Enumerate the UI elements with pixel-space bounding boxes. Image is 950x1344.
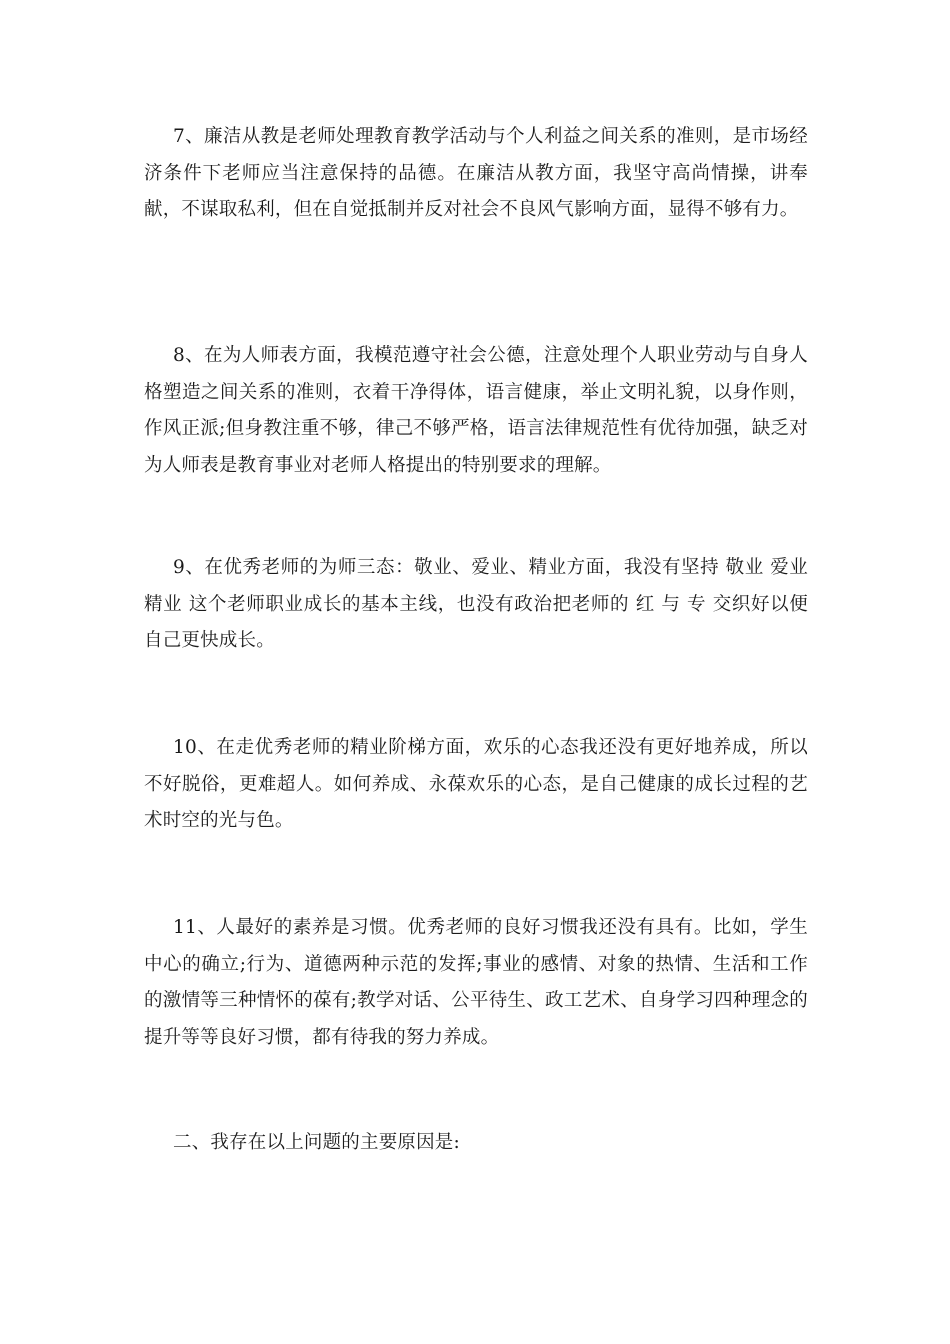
paragraph-8: 8、在为人师表方面，我模范遵守社会公德，注意处理个人职业劳动与自身人格塑造之间关系的准则，衣着干净得体，语言健康，举止文明礼貌，以身作则，作风正派;但身教注重不够，律己不够严格，语言法律规范性有优待加强，缺乏对为人师表是教育事业对老师人格提出的特别要求的理解。 <box>144 345 808 476</box>
paragraph-9: 9、在优秀老师的为师三态：敬业、爱业、精业方面，我没有坚持 敬业 爱业 精业 这个老师职业成长的基本主线，也没有政治把老师的 红 与 专 交织好以便自己更快成长。 <box>144 557 808 651</box>
paragraph-10: 10、在走优秀老师的精业阶梯方面，欢乐的心态我还没有更好地养成，所以不好脱俗，更难超人。如何养成、永葆欢乐的心态，是自己健康的成长过程的艺术时空的光与色。 <box>144 737 808 831</box>
paragraph-7: 7、廉洁从教是老师处理教育教学活动与个人利益之间关系的准则，是市场经济条件下老师应当注意保持的品德。在廉洁从教方面，我坚守高尚情操，讲奉献，不谋取私利，但在自觉抵制并反对社会不良风气影响方面，显得不够有力。 <box>144 126 808 220</box>
section-heading: 二、我存在以上问题的主要原因是: <box>173 1132 460 1153</box>
paragraph-11: 11、人最好的素养是习惯。优秀老师的良好习惯我还没有具有。比如，学生中心的确立;行为、道德两种示范的发挥;事业的感情、对象的热情、生活和工作的激情等三种情怀的葆有;教学对话、公平待生、政工艺术、自身学习四种理念的提升等等良好习惯，都有待我的努力养成。 <box>144 917 808 1048</box>
